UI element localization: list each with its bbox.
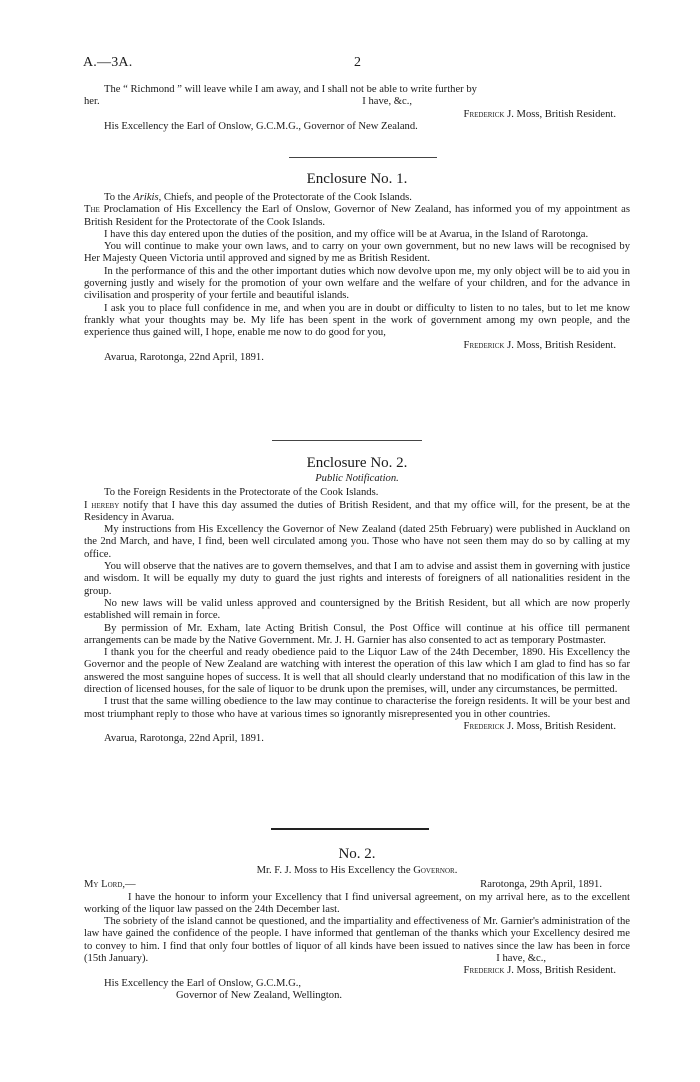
letter-no-2-addressee: Governor of New Zealand, Wellington. [176, 989, 343, 1001]
section-divider [289, 157, 437, 158]
enclosure-1-title: Enclosure No. 1. [306, 171, 408, 187]
enclosure-2-paragraph: I hereby notify that I have this day assumed the duties of British Resident, and that my office will, for the present, be at the Residency in Avarua. [84, 499, 630, 523]
enclosure-2-paragraph: I thank you for the cheerful and ready obedience paid to the Liquor Law of the 24th December, 1890. His Excellency the Governor and the people of New Zealand are watching with interest the operation of this law which I am glad to find has so far answered the most sanguine hopes of success. It is well that all should clearly understand that no modification of this law in the direction of licensed houses, for the sale of liquor to be drunk upon the premises, will, under any circumstances, be permitted. [84, 647, 630, 696]
enclosure-2-place-date: Avarua, Rarotonga, 22nd April, 1891. [104, 733, 264, 745]
letter-no-2-addressee: His Excellency the Earl of Onslow, G.C.M.G., [104, 977, 302, 989]
section-divider-heavy [271, 828, 429, 830]
letter-tail-line: The “ Richmond ” will leave while I am away, and I shall not be able to write further by [104, 84, 477, 95]
enclosure-1-paragraph: In the performance of this and the other important duties which now devolve upon me, my only object will be to aid you in governing justly and wisely for the promotion of your own welfare and the welfare of your children, and for the advance in civilisation and prosperity of your fertile and beautiful islands. [84, 265, 630, 302]
enclosure-1-paragraph: The Proclamation of His Excellency the Earl of Onslow, Governor of New Zealand, has informed you of my appointment as British Resident for the Protectorate of the Cook Islands. [84, 204, 630, 228]
letter-no-2-salutation: My Lord,— [84, 879, 136, 891]
letter-no-2-salutation-row [84, 879, 630, 891]
page-number: 2 [354, 55, 362, 70]
enclosure-2-signature: Frederick J. Moss, British Resident. [463, 720, 616, 732]
letter-tail-signature: Frederick J. Moss, British Resident. [463, 108, 616, 120]
enclosure-1-paragraph: I have this day entered upon the duties of the position, and my office will be at Avarua, in the Island of Rarotonga. [104, 228, 589, 240]
enclosure-2-paragraph: No new laws will be valid unless approved and countersigned by the British Resident, but all which are now properly established will remain in force. [84, 597, 630, 622]
letter-no-2-paragraph: The sobriety of the island cannot be questioned, and the impartiality and effectiveness of Mr. Garnier's administration of the law have gained the confidence of the people. I have informed that gentleman of the thanks which your Excellency desired me to convey to him. I find that only four bottles of liquor of all kinds have been issued to natives since the law has been in force (15th January). [84, 916, 630, 965]
enclosure-2-paragraph: My instructions from His Excellency the Governor of New Zealand (dated 25th February) were published in Auckland on the 2nd March, and have, I find, been well circulated among you. Those who have not seen them may do so by calling at my office. [84, 524, 630, 560]
letter-no-2-paragraph: I have the honour to inform your Excellency that I find universal agreement, on my arrival here, as to the excellent working of the liquor law passed on the 24th December last. [84, 891, 630, 915]
letter-no-2-title: No. 2. [338, 846, 376, 862]
enclosure-2-address: To the Foreign Residents in the Protectorate of the Cook Islands. [104, 487, 379, 499]
letter-tail-closing-row [84, 96, 630, 108]
enclosure-1 [84, 170, 630, 364]
enclosure-1-address: To the Arikis, Chiefs, and people of the Protectorate of the Cook Islands. [104, 192, 412, 203]
letter-no-2-subtitle: Mr. F. J. Moss to His Excellency the Governor. [256, 865, 458, 876]
page-code: A.—3A. [83, 55, 133, 70]
enclosure-2-paragraph: I trust that the same willing obedience to the law may continue to characterise the foreign residents. It will be your best and most triumphant reply to those who have at various times so ignorantly misrepresented you in other countries. [84, 696, 630, 720]
letter-tail-addressee: His Excellency the Earl of Onslow, G.C.M.G., Governor of New Zealand. [104, 120, 418, 132]
letter-tail [84, 84, 630, 133]
letter-no-2 [84, 845, 630, 1002]
letter-tail-word: her. [84, 96, 100, 108]
letter-tail-closing: I have, &c., [362, 96, 412, 108]
letter-no-2-closing: I have, &c., [496, 953, 546, 965]
letter-no-2-place-date: Rarotonga, 29th April, 1891. [480, 879, 602, 891]
section-divider [272, 440, 422, 441]
enclosure-2-paragraph: By permission of Mr. Exham, late Acting British Consul, the Post Office will continue at his office till permanent arrangements can be made by the Native Government. Mr. J. H. Garnier has also consented to act as temporary Postmaster. [84, 622, 630, 646]
enclosure-1-signature: Frederick J. Moss, British Resident. [463, 339, 616, 351]
enclosure-2 [84, 454, 630, 746]
enclosure-2-title: Enclosure No. 2. [306, 455, 408, 471]
enclosure-2-paragraph: You will observe that the natives are to govern themselves, and that I am to advise and assist them in governing with justice and wisdom. It will be equally my duty to guard the just rights and interests of foreigners of all nationalities resident in the group. [84, 561, 630, 597]
enclosure-1-paragraph: You will continue to make your own laws, and to carry on your own government, but no new laws will be recognised by Her Majesty Queen Victoria until approved and signed by me as British Resident. [84, 241, 630, 265]
enclosure-1-paragraph: I ask you to place full confidence in me, and when you are in doubt or difficulty to listen to no tales, but to let me know frankly what your thoughts may be. My life has been spent in the work of government among my own people, and the experience thus gained will, I hope, enable me now to do good for you, [84, 302, 630, 339]
enclosure-2-subtitle: Public Notification. [315, 473, 399, 484]
letter-no-2-signature: Frederick J. Moss, British Resident. [463, 965, 616, 977]
enclosure-1-place-date: Avarua, Rarotonga, 22nd April, 1891. [104, 351, 264, 363]
